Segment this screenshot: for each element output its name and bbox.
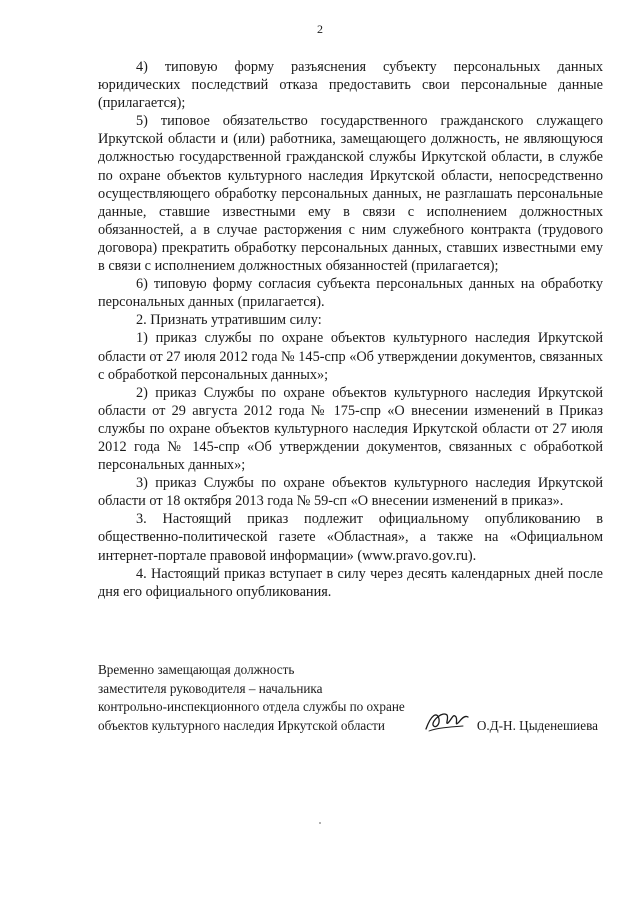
page-number: 2 bbox=[317, 22, 323, 36]
paragraph-repeal-2: 2) приказ Службы по охране объектов культурного наследия Иркутской области от 29 августа 2012 года № 175-спр «О внесении изменений в Приказ службы по охране объектов культурного наследия Иркутской области от 27 июля 2012 года № 145-спр «Об утверждении документов, связанных с обработкой персональных данных»; bbox=[98, 384, 603, 474]
signatory-name: О.Д-Н. Цыденешиева bbox=[476, 717, 598, 733]
signatory-title-line-1: Временно замещающая должность bbox=[98, 662, 295, 677]
paragraph-repeal-1: 1) приказ службы по охране объектов культурного наследия Иркутской области от 27 июля 2012 года № 145-спр «Об утверждении документов, связанных с обработкой персональных данных»; bbox=[98, 330, 603, 383]
paragraph-section-4: 4. Настоящий приказ вступает в силу через десять календарных дней после дня его официального опубликования. bbox=[98, 565, 603, 600]
paragraph-repeal-3: 3) приказ Службы по охране объектов культурного наследия Иркутской области от 18 октября 2013 года № 59-сп «О внесении изменений в приказ». bbox=[98, 475, 603, 510]
signatory-title-line-2: заместителя руководителя – начальника bbox=[98, 680, 323, 696]
signature-block bbox=[98, 661, 608, 735]
paragraph-item-6: 6) типовую форму согласия субъекта персональных данных на обработку персональных данных (прилагается). bbox=[98, 276, 603, 311]
signatory-title-line-4 bbox=[98, 717, 608, 736]
paragraph-item-5: 5) типовое обязательство государственного гражданского служащего Иркутской области и (или) работника, замещающего должность, не являющуюся должностью государственной гражданской службы Иркутской области, в службе по охране объектов культурного наследия Иркутской области, непосредственно осуществляющего обработку персональных данных, не разглашать персональные данные, ставшие известными ему в связи с исполнением должностных обязанностей, а в случае расторжения с ним служебного контракта (трудового договора) прекратить обработку персональных данных, ставших известными ему в связи с исполнением должностных обязанностей (прилагается); bbox=[98, 113, 603, 275]
signatory-title-line-4-text: объектов культурного наследия Иркутской области bbox=[98, 717, 385, 733]
handwritten-signature bbox=[423, 705, 471, 735]
document-body bbox=[98, 58, 603, 601]
signatory-title-line-3: контрольно-инспекционного отдела службы по охране bbox=[98, 699, 405, 715]
paragraph-section-3: 3. Настоящий приказ подлежит официальному опубликованию в общественно-политической газете «Областная», а также на «Официальном интернет-портале правовой информации» (www.pravo.gov.ru). bbox=[98, 511, 603, 564]
paragraph-item-4: 4) типовую форму разъяснения субъекту персональных данных юридических последствий отказа предоставить свои персональные данные (прилагается); bbox=[98, 59, 603, 112]
paragraph-section-2: 2. Признать утратившим силу: bbox=[136, 312, 322, 329]
scan-speck bbox=[319, 822, 321, 824]
